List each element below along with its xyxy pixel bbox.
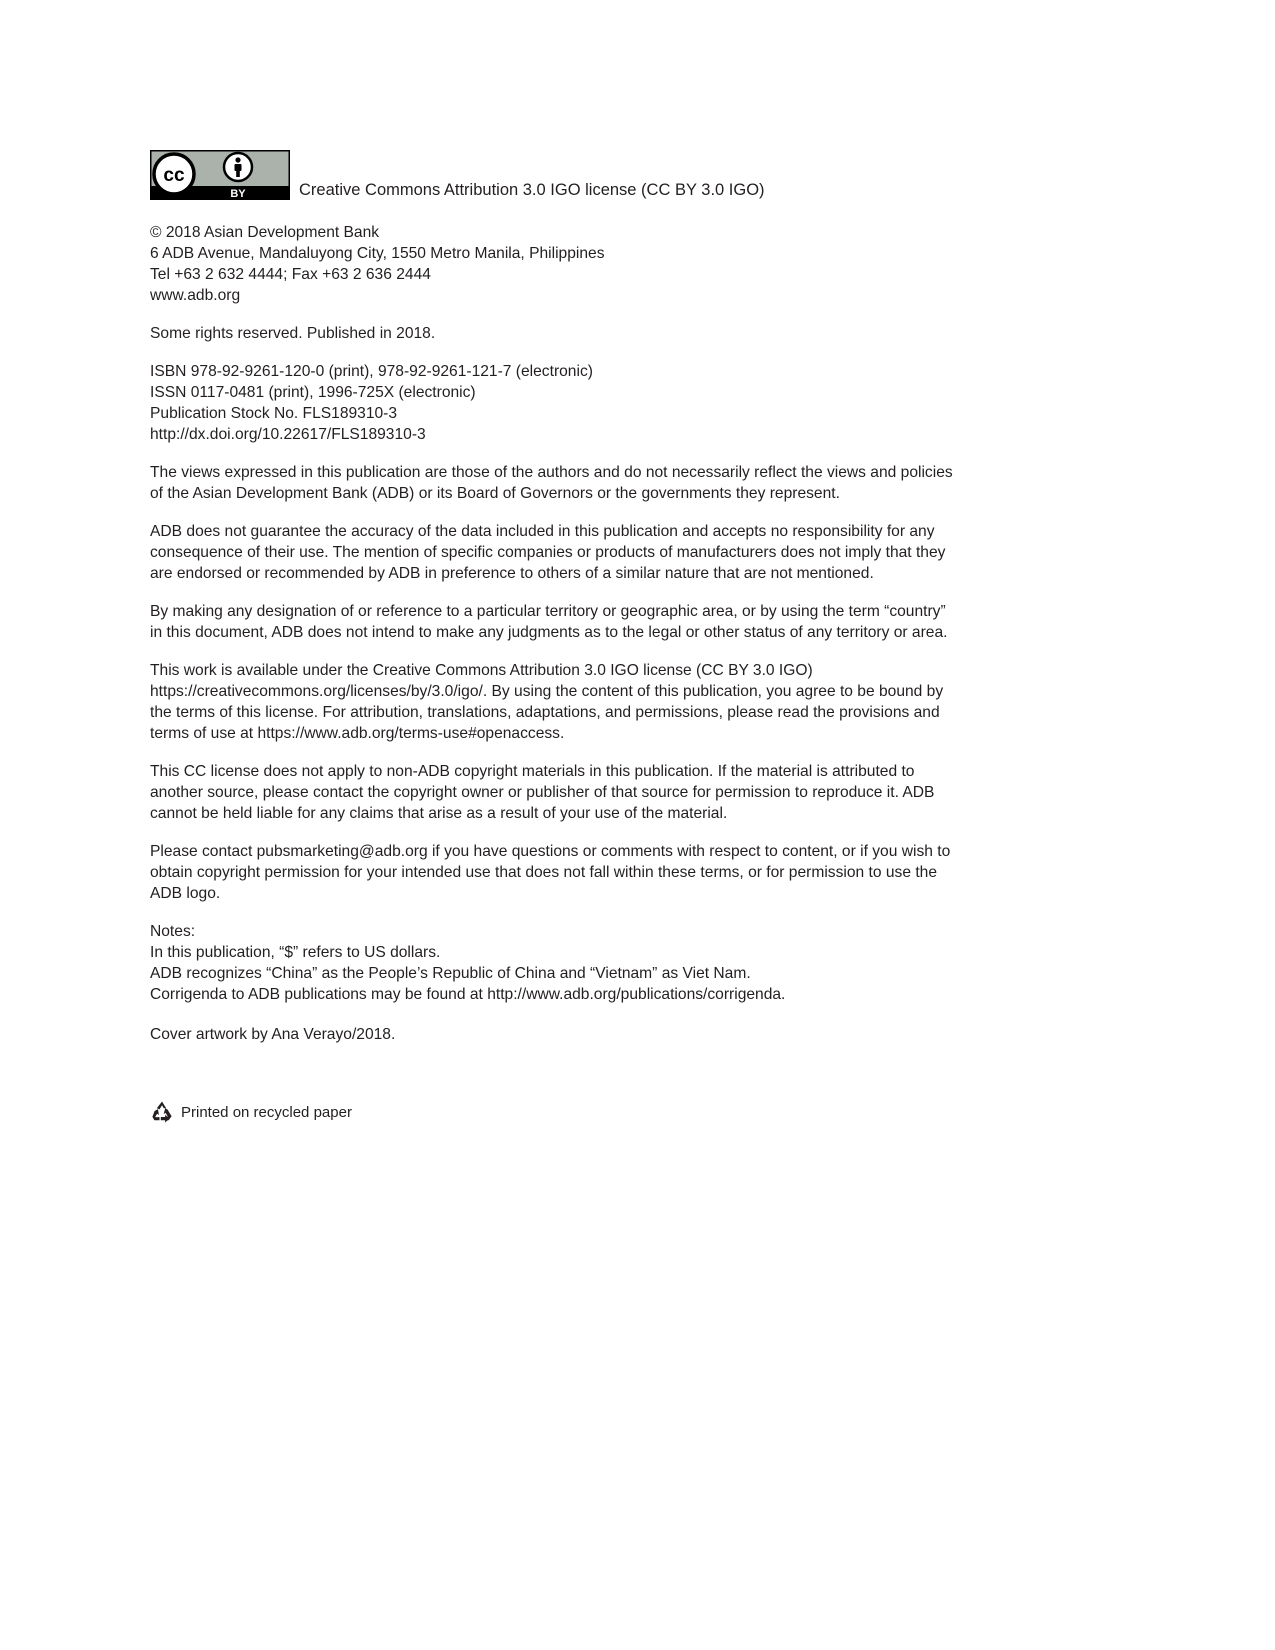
license-row bbox=[150, 150, 960, 200]
badge-label: BY bbox=[230, 188, 246, 200]
svg-text:cc: cc bbox=[163, 165, 185, 186]
note-item: Corrigenda to ADB publications may be found at http://www.adb.org/publications/corrigenda. bbox=[150, 986, 786, 1003]
license-caption: Creative Commons Attribution 3.0 IGO license (CC BY 3.0 IGO) bbox=[299, 181, 765, 199]
notes-block bbox=[150, 921, 960, 1005]
disclaimer-views: The views expressed in this publication are those of the authors and do not necessarily reflect the views and policies of the Asian Development Bank (ADB) or its Board of Governors or the governments they represent. bbox=[150, 464, 953, 502]
cover-credit-block bbox=[150, 1024, 960, 1045]
identifiers-block bbox=[150, 361, 960, 445]
isbn-line: ISBN 978-92-9261-120-0 (print), 978-92-9261-121-7 (electronic) bbox=[150, 363, 593, 380]
disclaimer-accuracy: ADB does not guarantee the accuracy of the data included in this publication and accepts no responsibility for any consequence of their use. The mention of specific companies or products of manufacturers does not imply that they are endorsed or recommended by ADB in preference to others of a similar nature that are not mentioned. bbox=[150, 523, 946, 582]
contact-paragraph: Please contact pubsmarketing@adb.org if you have questions or comments with respect to content, or if you wish to obtain copyright permission for your intended use that does not fall within these terms, or for permission to use the ADB logo. bbox=[150, 843, 951, 902]
publisher-block bbox=[150, 222, 960, 306]
phone-fax-line: Tel +63 2 632 4444; Fax +63 2 636 2444 bbox=[150, 266, 431, 283]
recycle-icon bbox=[150, 1100, 174, 1124]
stock-number-line: Publication Stock No. FLS189310-3 bbox=[150, 405, 398, 422]
license-terms: This work is available under the Creative Commons Attribution 3.0 IGO license (CC BY 3.0 IGO) https://creativecommons.org/licenses/by/3.0/igo/. By using the content of this publication, you agree to be bound by the terms of this license. For attribution, translations, adaptations, and permissions, please read the provisions and terms of use at https://www.adb.org/terms-use#openaccess. bbox=[150, 662, 944, 742]
issn-line: ISSN 0117-0481 (print), 1996-725X (electronic) bbox=[150, 384, 476, 401]
disclaimer-territory: By making any designation of or reference to a particular territory or geographic area, or by using the term “country” in this document, ADB does not intend to make any judgments as to the legal or other status of any territory or area. bbox=[150, 603, 948, 641]
rights-block bbox=[150, 323, 960, 344]
address-line: 6 ADB Avenue, Mandaluyong City, 1550 Metro Manila, Philippines bbox=[150, 245, 605, 262]
third-party-materials: This CC license does not apply to non-ADB copyright materials in this publication. If the material is attributed to another source, please contact the copyright owner or publisher of that source for permission to reproduce it. ADB cannot be held liable for any claims that arise as a result of your use of the material. bbox=[150, 763, 935, 822]
rights-line: Some rights reserved. Published in 2018. bbox=[150, 325, 436, 342]
cc-by-badge bbox=[150, 150, 290, 200]
website-link[interactable]: www.adb.org bbox=[150, 287, 241, 304]
note-item: In this publication, “$” refers to US dollars. bbox=[150, 944, 441, 961]
attribution-person-icon bbox=[224, 153, 252, 181]
doi-link[interactable]: http://dx.doi.org/10.22617/FLS189310-3 bbox=[150, 426, 426, 443]
notes-heading: Notes: bbox=[150, 923, 196, 940]
recycled-paper-note bbox=[150, 1100, 960, 1124]
copyright-line: © 2018 Asian Development Bank bbox=[150, 224, 380, 241]
note-item: ADB recognizes “China” as the People’s Republic of China and “Vietnam” as Viet Nam. bbox=[150, 965, 751, 982]
copyright-page bbox=[150, 150, 960, 1124]
recycled-label: Printed on recycled paper bbox=[181, 1103, 352, 1121]
cover-credit: Cover artwork by Ana Verayo/2018. bbox=[150, 1026, 396, 1043]
cc-icon bbox=[154, 154, 194, 194]
